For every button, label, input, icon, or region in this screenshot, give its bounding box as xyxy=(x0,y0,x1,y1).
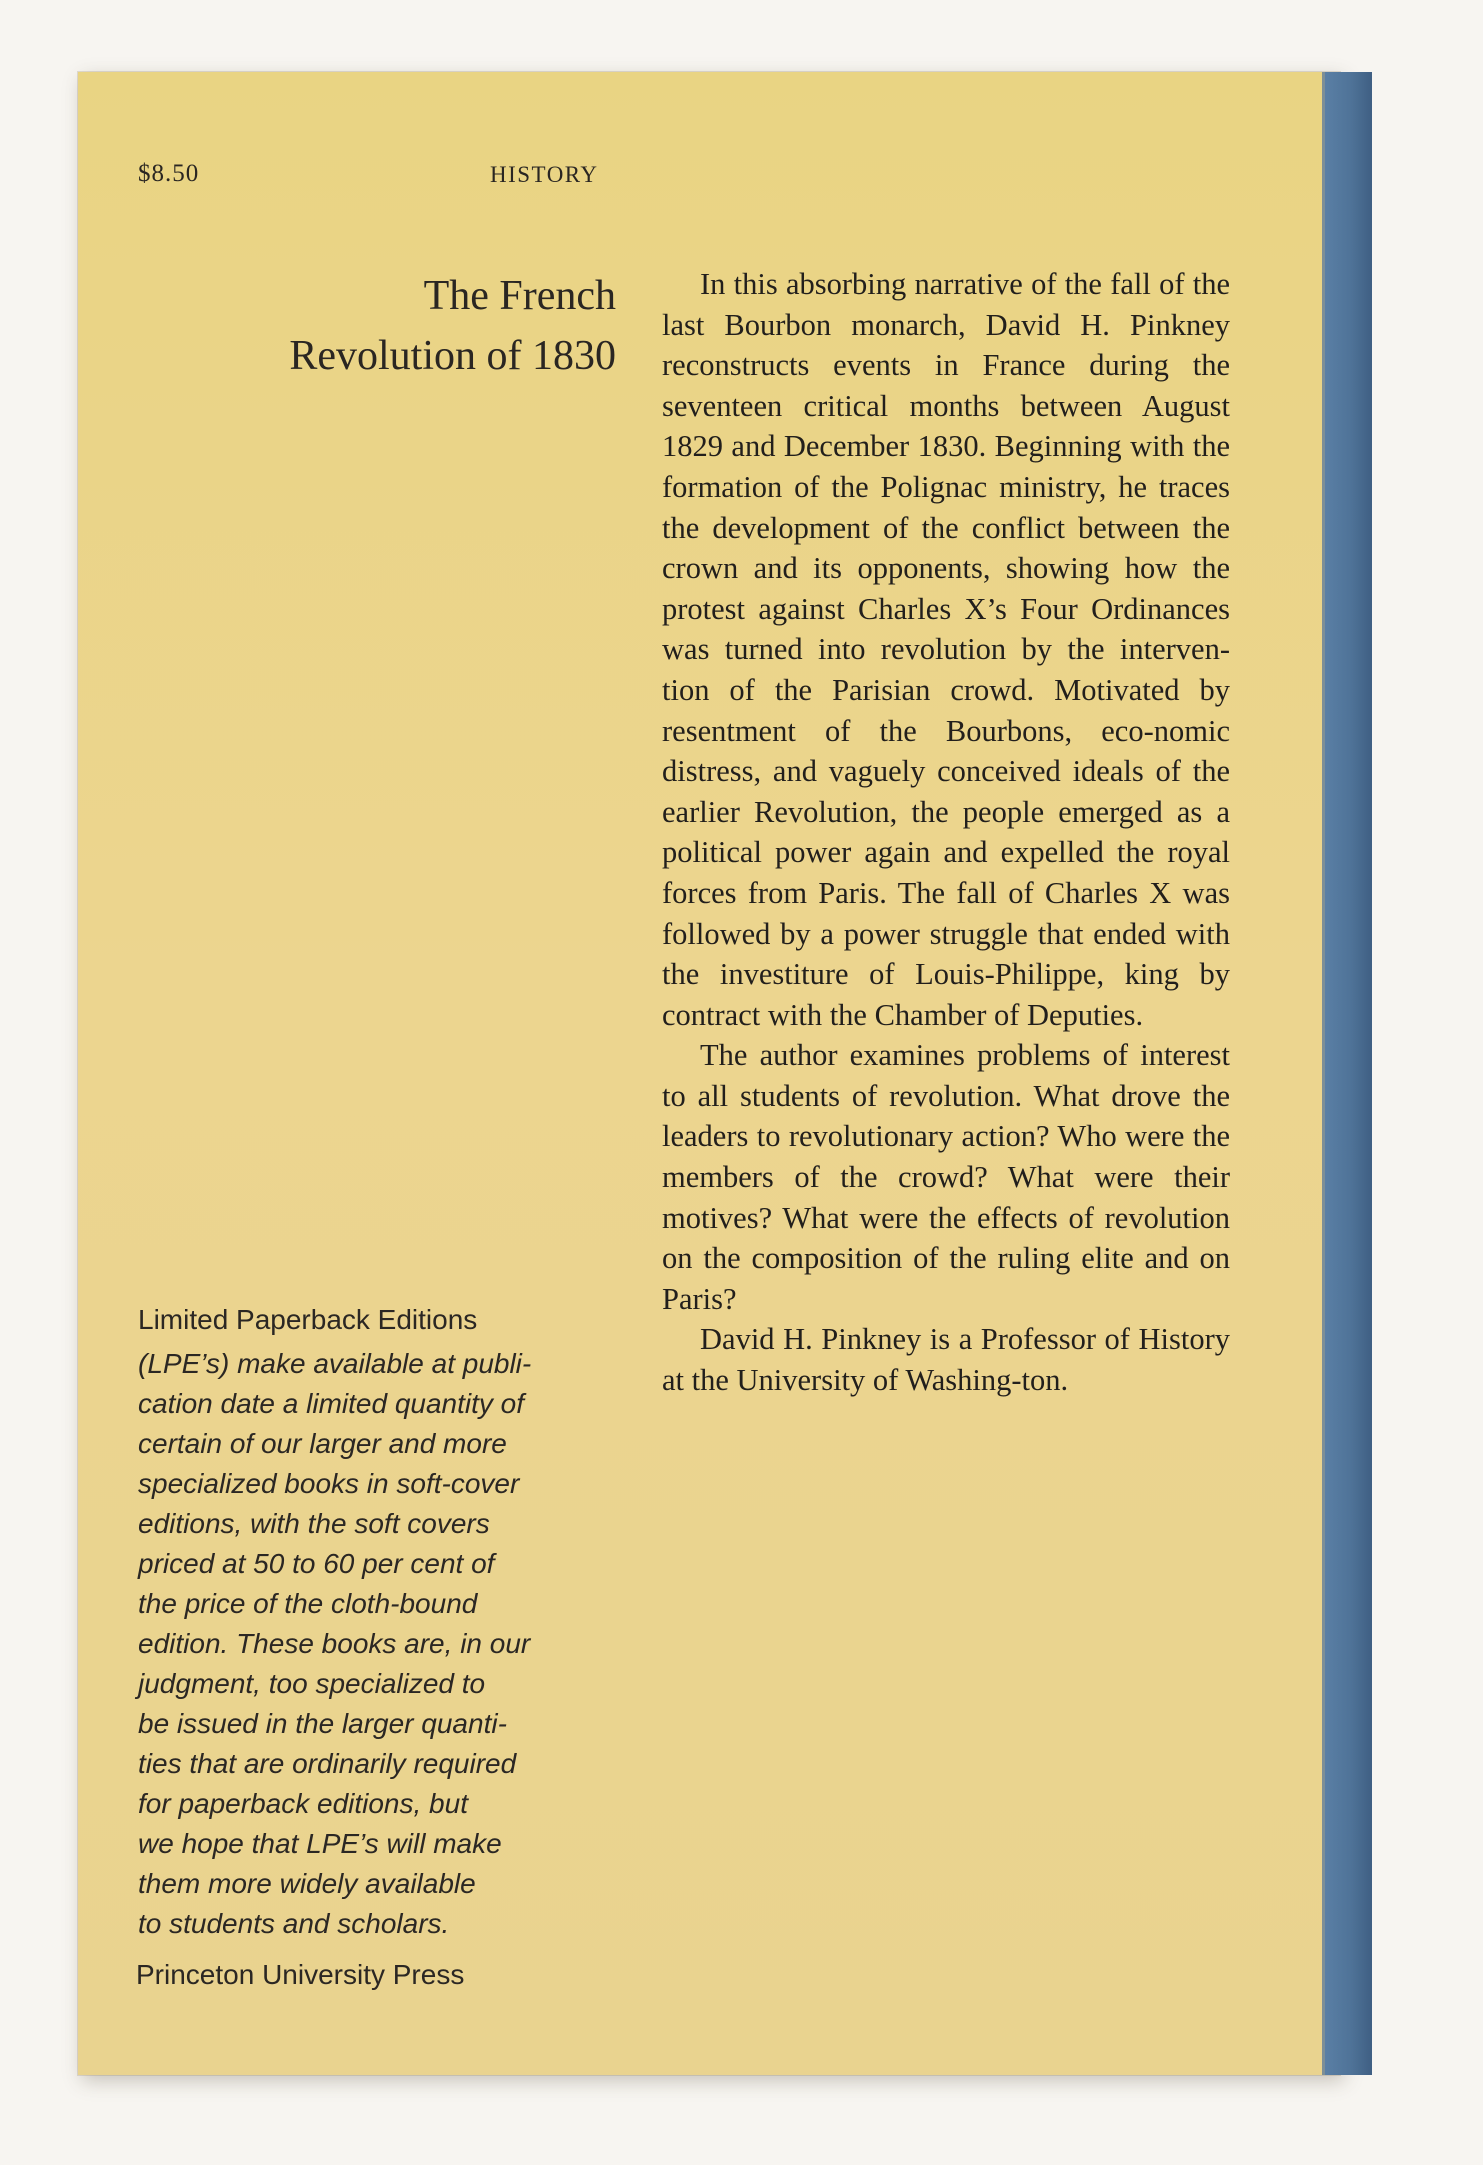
lpe-heading: Limited Paperback Editions xyxy=(138,1304,478,1335)
book-title xyxy=(200,266,616,386)
lpe-line: to students and scholars. xyxy=(138,1908,450,1939)
publisher-name: Princeton University Press xyxy=(136,1959,465,1990)
lpe-line: certain of our larger and more xyxy=(138,1428,507,1459)
blurb xyxy=(662,264,1230,1401)
lpe-line: the price of the cloth-bound xyxy=(138,1588,478,1619)
lpe-line: them more widely available xyxy=(138,1868,476,1899)
lpe-line: judgment, too specialized to xyxy=(138,1668,486,1699)
price-label: $8.50 xyxy=(138,160,200,187)
lpe-line: cation date a limited quantity of xyxy=(138,1388,525,1419)
title-line: The French xyxy=(423,273,616,319)
book-spine-edge xyxy=(1322,72,1372,2075)
lpe-line: be issued in the larger quanti- xyxy=(138,1708,507,1739)
lpe-line: (LPE’s) make available at publi- xyxy=(138,1348,532,1379)
lpe-description xyxy=(138,1344,634,1944)
lpe-line: ties that are ordinarily required xyxy=(138,1748,517,1779)
lpe-line: for paperback editions, but xyxy=(138,1788,468,1819)
blurb-paragraph: David H. Pinkney is a Professor of History at the University of Washing-ton. xyxy=(662,1322,1230,1398)
lpe-line: edition. These books are, in our xyxy=(138,1628,531,1659)
lpe-line: specialized books in soft-cover xyxy=(138,1468,520,1499)
category-label: HISTORY xyxy=(490,162,599,187)
blurb-paragraph: The author examines problems of interest to all students of revolution. What drove the leaders to revolutionary action? Who were the members of the crowd? What were their motives? What were the effects of revolution on the composition of the ruling elite and on Paris? xyxy=(662,1038,1230,1316)
title-line: Revolution of 1830 xyxy=(289,333,616,379)
lpe-line: we hope that LPE’s will make xyxy=(138,1828,502,1859)
lpe-line: editions, with the soft covers xyxy=(138,1508,490,1539)
blurb-paragraph: In this absorbing narrative of the fall of the last Bourbon monarch, David H. Pinkney reconstructs events in France during the seventeen critical months between August 1829 and December 1830. Beginning with the formation of the Polignac ministry, he traces the development of the conflict between the crown and its opponents, showing how the protest against Charles X’s Four Ordinances was turned into revolution by the interven-tion of the Parisian crowd. Motivated by resentment of the Bourbons, eco-nomic distress, and vaguely conceived ideals of the earlier Revolution, the people emerged as a political power again and expelled the royal forces from Paris. The fall of Charles X was followed by a power struggle that ended with the investiture of Louis-Philippe, king by contract with the Chamber of Deputies. xyxy=(662,267,1230,1032)
lpe-line: priced at 50 to 60 per cent of xyxy=(138,1548,495,1579)
